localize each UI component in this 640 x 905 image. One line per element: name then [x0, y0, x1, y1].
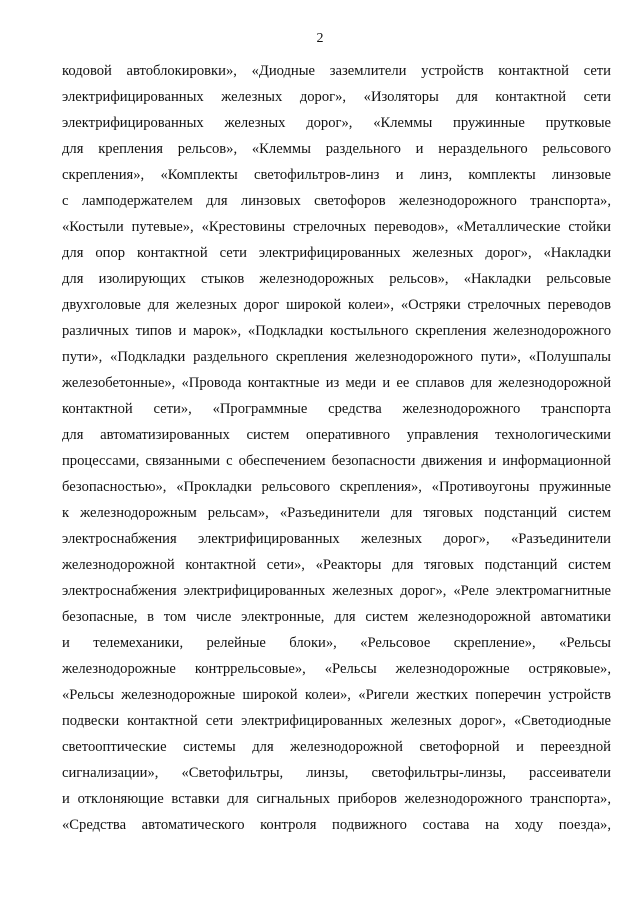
text-line: пути», «Подкладки раздельного скрепления железнодорожного пути», «Полушпалы	[62, 349, 611, 365]
text-line: кодовой автоблокировки», «Диодные заземлители устройств контактной сети	[62, 63, 611, 79]
text-line: и телемеханики, релейные блоки», «Рельсовое скрепление», «Рельсы	[62, 635, 611, 651]
text-line: «Средства автоматического контроля подвижного состава на ходу поезда»,	[62, 817, 611, 833]
text-line: для опор контактной сети электрифицированных железных дорог», «Накладки	[62, 245, 611, 261]
text-line: процессами, связанными с обеспечением безопасности движения и информационной	[62, 453, 611, 469]
text-line: светооптические системы для железнодорожной светофорной и переездной	[62, 739, 611, 755]
text-line: и отклоняющие вставки для сигнальных приборов железнодорожного транспорта»,	[62, 791, 611, 807]
text-line: контактной сети», «Программные средства железнодорожного транспорта	[62, 401, 611, 417]
body-paragraph	[62, 58, 611, 838]
text-line: для крепления рельсов», «Клеммы раздельного и нераздельного рельсового	[62, 141, 611, 157]
text-line: для автоматизированных систем оперативного управления технологическими	[62, 427, 611, 443]
text-line: подвески контактной сети электрифицированных железных дорог», «Светодиодные	[62, 713, 611, 729]
text-line: различных типов и марок», «Подкладки костыльного скрепления железнодорожного	[62, 323, 611, 339]
text-line: сигнализации», «Светофильтры, линзы, светофильтры-линзы, рассеиватели	[62, 765, 611, 781]
text-line: двухголовые для железных дорог широкой колеи», «Остряки стрелочных переводов	[62, 297, 611, 313]
text-line: скрепления», «Комплекты светофильтров-линз и линз, комплекты линзовые	[62, 167, 611, 183]
text-line: с ламподержателем для линзовых светофоров железнодорожного транспорта»,	[62, 193, 611, 209]
text-line: электрифицированных железных дорог», «Клеммы пружинные прутковые	[62, 115, 611, 131]
text-line: к железнодорожным рельсам», «Разъединители для тяговых подстанций систем	[62, 505, 611, 521]
text-line: электрифицированных железных дорог», «Изоляторы для контактной сети	[62, 89, 611, 105]
text-line: железнодорожной контактной сети», «Реакторы для тяговых подстанций систем	[62, 557, 611, 573]
text-line: железобетонные», «Провода контактные из меди и ее сплавов для железнодорожной	[62, 375, 611, 391]
text-line: «Костыли путевые», «Крестовины стрелочных переводов», «Металлические стойки	[62, 219, 611, 235]
text-line: «Рельсы железнодорожные широкой колеи», «Ригели жестких поперечин устройств	[62, 687, 611, 703]
text-line: электроснабжения электрифицированных железных дорог», «Разъединители	[62, 531, 611, 547]
page-number: 2	[316, 31, 324, 46]
text-line: для изолирующих стыков железнодорожных рельсов», «Накладки рельсовые	[62, 271, 611, 287]
text-line: железнодорожные контррельсовые», «Рельсы железнодорожные остряковые»,	[62, 661, 611, 677]
text-line: безопасные, в том числе электронные, для систем железнодорожной автоматики	[62, 609, 611, 625]
text-line: безопасностью», «Прокладки рельсового скрепления», «Противоугоны пружинные	[62, 479, 611, 495]
text-line: электроснабжения электрифицированных железных дорог», «Реле электромагнитные	[62, 583, 611, 599]
